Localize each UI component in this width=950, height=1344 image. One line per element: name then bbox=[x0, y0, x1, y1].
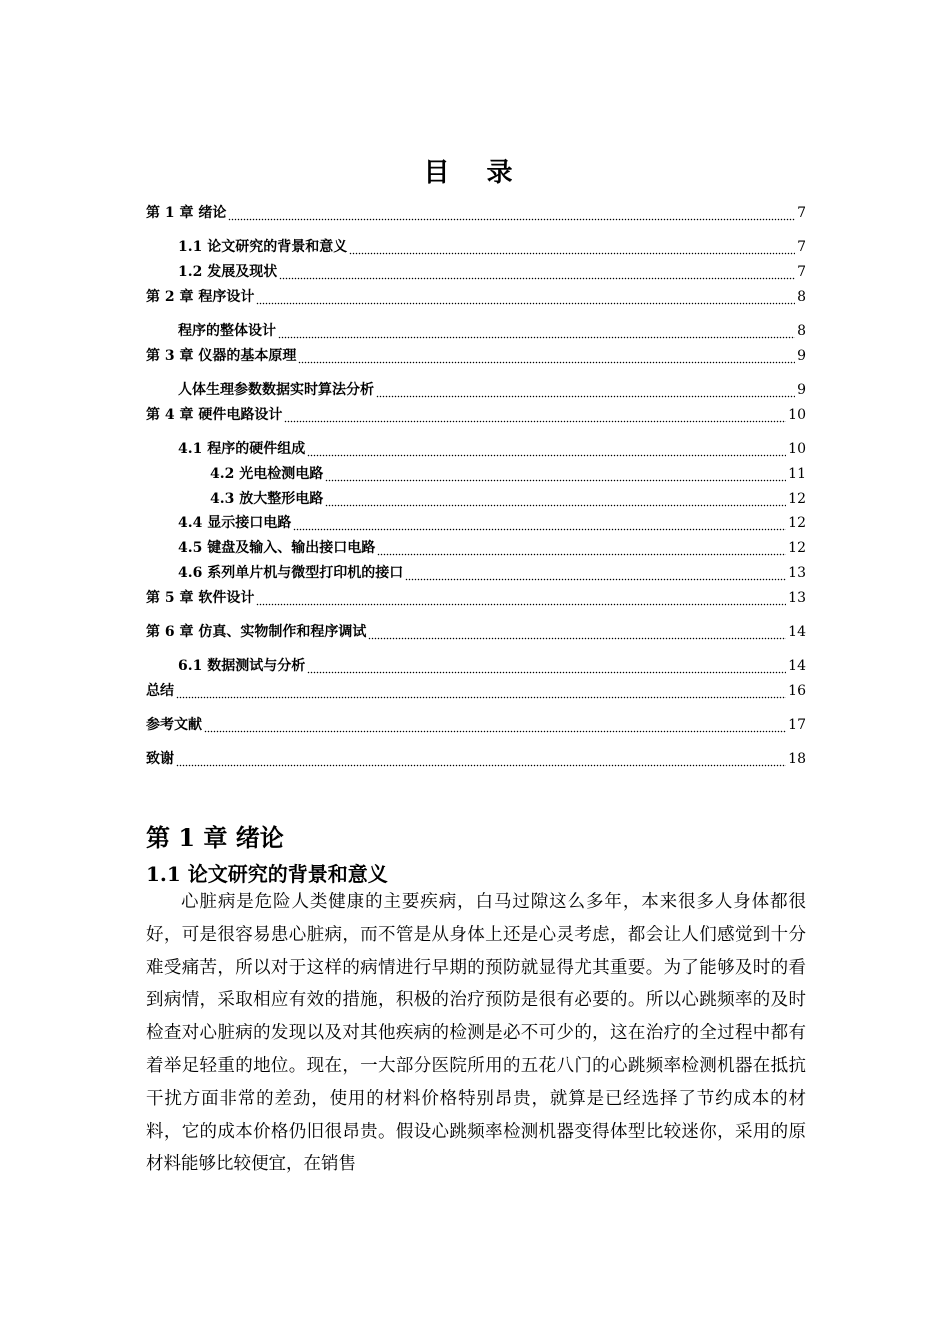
toc-entry-label: 第 2 章 程序设计 bbox=[146, 289, 255, 305]
section-heading: 1.1 论文研究的背景和意义 bbox=[146, 862, 388, 886]
toc-dot-leader bbox=[279, 263, 795, 281]
toc-entry-page: 7 bbox=[797, 264, 806, 280]
toc-entry-label: 致谢 bbox=[146, 751, 174, 767]
toc-entry-page: 13 bbox=[788, 565, 806, 581]
toc-entry-page: 12 bbox=[788, 491, 806, 507]
toc-entry-label: 第 6 章 仿真、实物制作和程序调试 bbox=[146, 624, 367, 640]
toc-entry-label: 1.1 论文研究的背景和意义 bbox=[178, 239, 348, 255]
toc-dot-leader bbox=[325, 490, 786, 508]
toc-dot-leader bbox=[176, 682, 786, 700]
toc-entry-label: 6.1 数据测试与分析 bbox=[178, 658, 306, 674]
toc-dot-leader bbox=[376, 381, 795, 399]
toc-entry-section-4-4[interactable] bbox=[178, 512, 806, 532]
toc-entry-section-6-1[interactable] bbox=[178, 655, 806, 675]
chapter-heading: 第 1 章 绪论 bbox=[146, 823, 284, 852]
toc-entry-section-1-1[interactable] bbox=[178, 236, 806, 256]
toc-entry-section-1-2[interactable] bbox=[178, 261, 806, 281]
toc-dot-leader bbox=[349, 238, 795, 256]
toc-dot-leader bbox=[293, 514, 786, 532]
toc-entry-label: 总结 bbox=[146, 683, 174, 699]
toc-entry-section-4-2[interactable] bbox=[210, 463, 806, 483]
toc-dot-leader bbox=[278, 322, 795, 340]
toc-entry-label: 1.2 发展及现状 bbox=[178, 264, 278, 280]
toc-entry-page: 17 bbox=[788, 717, 806, 733]
toc-entry-label: 4.6 系列单片机与微型打印机的接口 bbox=[178, 565, 404, 581]
toc-entry-chapter-2[interactable] bbox=[146, 286, 806, 306]
toc-dot-leader bbox=[256, 288, 795, 306]
toc-entry-chapter-1[interactable] bbox=[146, 202, 806, 222]
toc-entry-page: 9 bbox=[797, 348, 806, 364]
toc-dot-leader bbox=[377, 539, 786, 557]
toc-dot-leader bbox=[228, 204, 795, 222]
toc-entry-label: 参考文献 bbox=[146, 717, 202, 733]
toc-entry-label: 第 1 章 绪论 bbox=[146, 205, 227, 221]
toc-entry-page: 14 bbox=[788, 624, 806, 640]
toc-dot-leader bbox=[176, 750, 786, 768]
toc-entry-page: 16 bbox=[788, 683, 806, 699]
toc-entry-references[interactable] bbox=[146, 714, 806, 734]
toc-entry-page: 7 bbox=[797, 239, 806, 255]
toc-entry-label: 程序的整体设计 bbox=[178, 323, 276, 339]
toc-entry-page: 9 bbox=[797, 382, 806, 398]
toc-dot-leader bbox=[204, 716, 786, 734]
toc-entry-page: 12 bbox=[788, 515, 806, 531]
toc-entry-label: 4.4 显示接口电路 bbox=[178, 515, 292, 531]
toc-entry-summary[interactable] bbox=[146, 680, 806, 700]
toc-entry-page: 10 bbox=[788, 441, 806, 457]
toc-entry-chapter-5[interactable] bbox=[146, 587, 806, 607]
toc-entry-page: 8 bbox=[797, 289, 806, 305]
toc-dot-leader bbox=[325, 465, 786, 483]
toc-entry-section-4-1[interactable] bbox=[178, 438, 806, 458]
toc-entry-label: 第 3 章 仪器的基本原理 bbox=[146, 348, 297, 364]
toc-dot-leader bbox=[307, 657, 786, 675]
toc-entry-label: 第 5 章 软件设计 bbox=[146, 590, 255, 606]
toc-entry-page: 13 bbox=[788, 590, 806, 606]
toc-title: 目 录 bbox=[423, 158, 527, 188]
toc-entry-section-4-5[interactable] bbox=[178, 537, 806, 557]
toc-entry-label: 4.5 键盘及输入、输出接口电路 bbox=[178, 540, 376, 556]
toc-entry-label: 人体生理参数数据实时算法分析 bbox=[178, 382, 374, 398]
toc-dot-leader bbox=[368, 623, 786, 641]
toc-entry-label: 4.3 放大整形电路 bbox=[210, 491, 324, 507]
toc-entry-page: 11 bbox=[788, 466, 806, 482]
toc-entry-chapter-3[interactable] bbox=[146, 345, 806, 365]
toc-entry-section-4-3[interactable] bbox=[210, 488, 806, 508]
toc-entry-section-4-6[interactable] bbox=[178, 562, 806, 582]
toc-entry-page: 18 bbox=[788, 751, 806, 767]
toc-entry-label: 第 4 章 硬件电路设计 bbox=[146, 407, 283, 423]
toc-entry-page: 14 bbox=[788, 658, 806, 674]
body-paragraph: 心脏病是危险人类健康的主要疾病，白马过隙这么多年，本来很多人身体都很好，可是很容易患心脏病，而不管是从身体上还是心灵考虑，都会让人们感觉到十分难受痛苦，所以对于这样的病情进行早期的预防就显得尤其重要。为了能够及时的看到病情，采取相应有效的措施，积极的治疗预防是很有必要的。所以心跳频率的及时检查对心脏病的发现以及对其他疾病的检测是必不可少的，这在治疗的全过程中都有着举足轻重的地位。现在，一大部分医院所用的五花八门的心跳频率检测机器在抵抗干扰方面非常的差劲，使用的材料价格特别昂贵，就算是已经选择了节约成本的材料，它的成本价格仍旧很昂贵。假设心跳频率检测机器变得体型比较迷你，采用的原材料能够比较便宜，在销售 bbox=[146, 892, 806, 1175]
toc-dot-leader bbox=[256, 589, 786, 607]
toc-entry-acknowledgements[interactable] bbox=[146, 748, 806, 768]
toc-entry-chapter-4[interactable] bbox=[146, 404, 806, 424]
toc-entry-chapter-6[interactable] bbox=[146, 621, 806, 641]
toc-dot-leader bbox=[307, 440, 786, 458]
toc-entry-algorithm-analysis[interactable] bbox=[178, 379, 806, 399]
toc-entry-page: 10 bbox=[788, 407, 806, 423]
toc-entry-program-design[interactable] bbox=[178, 320, 806, 340]
toc-entry-label: 4.2 光电检测电路 bbox=[210, 466, 324, 482]
toc-dot-leader bbox=[405, 564, 786, 582]
toc-dot-leader bbox=[284, 406, 786, 424]
toc-entry-page: 8 bbox=[797, 323, 806, 339]
toc-entry-page: 7 bbox=[797, 205, 806, 221]
toc-dot-leader bbox=[298, 347, 795, 365]
toc-entry-page: 12 bbox=[788, 540, 806, 556]
toc-entry-label: 4.1 程序的硬件组成 bbox=[178, 441, 306, 457]
